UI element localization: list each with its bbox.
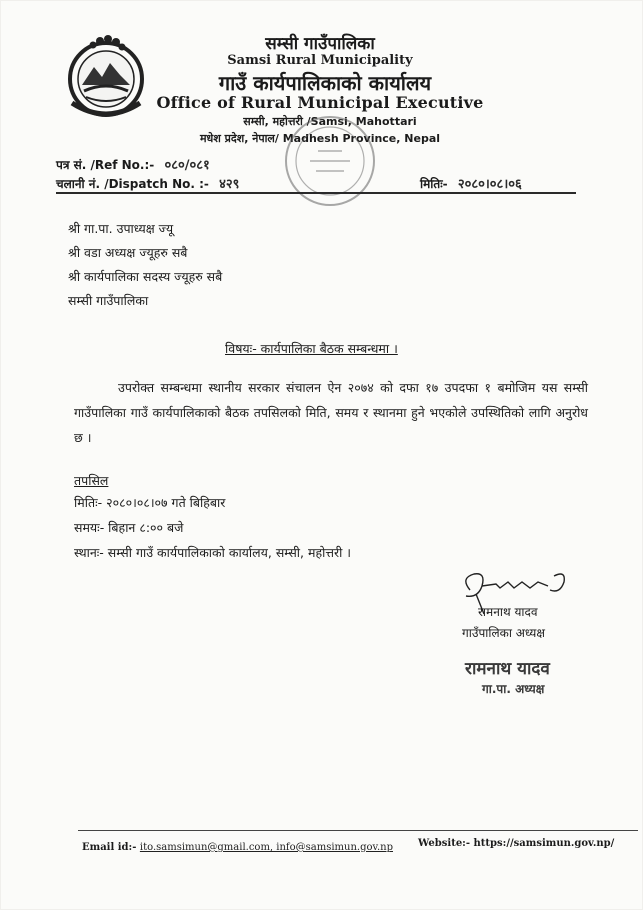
footer-divider: [78, 830, 638, 831]
recipient-line: श्री कार्यपालिका सदस्य ज्यूहरु सबै: [68, 269, 223, 284]
schedule-date: मितिः- २०८०।०८।०७ गते बिहिबार: [74, 495, 226, 510]
nepal-emblem-logo: [64, 33, 148, 121]
date-value: २०८०।०८।०६: [457, 177, 522, 192]
signatory-post: गाउँपालिका अध्यक्ष: [462, 626, 545, 640]
recipient-line: सम्सी गाउँपालिका: [68, 293, 149, 308]
footer-email: [82, 842, 393, 853]
website-label: Website:-: [418, 838, 471, 849]
office-name-english: Office of Rural Municipal Executive: [156, 93, 484, 112]
name-stamp: रामनाथ यादव: [465, 659, 550, 679]
address-line-2: मधेश प्रदेश, नेपाल/ Madhesh Province, Nepal: [199, 132, 441, 145]
body-text: उपरोक्त सम्बन्धमा स्थानीय सरकार संचालन ऐन २०७४ को दफा १७ उपदफा १ बमोजिम यस सम्सी गाउँपालिका गाउँ कार्यपालिकाको बैठक तपसिलको मिति, समय र स्थानमा हुने भएकोले उपस्थितिको लागि अनुरोध छ ।: [74, 380, 588, 445]
ref-value: ०८०/०८१: [164, 158, 210, 173]
recipient-line: श्री वडा अध्यक्ष ज्यूहरु सबै: [68, 245, 188, 260]
letter-body: [74, 375, 588, 450]
office-name-nepali: गाउँ कार्यपालिकाको कार्यालय: [218, 71, 432, 95]
subject-line: विषयः- कार्यपालिका बैठक सम्बन्धमा ।: [225, 341, 398, 356]
email-label: Email id:-: [82, 842, 137, 853]
email-link[interactable]: ito.samsimun@gmail.com, info@samsimun.gov.np: [139, 842, 393, 853]
schedule-heading: तपसिल: [74, 473, 109, 488]
letter-date: [420, 174, 522, 192]
signatory-name: रामनाथ यादव: [478, 605, 538, 619]
dispatch-label: चलानी नं. /Dispatch No. :-: [56, 177, 209, 191]
reference-number: [56, 155, 210, 173]
office-seal-stamp: [282, 113, 378, 209]
schedule-time: समयः- बिहान ८:०० बजे: [74, 520, 184, 535]
dispatch-number: [56, 174, 239, 192]
header-divider: [56, 192, 576, 194]
municipality-name-nepali: सम्सी गाउँपालिका: [265, 34, 375, 54]
website-link[interactable]: https://samsimun.gov.np/: [473, 838, 615, 849]
ref-label: पत्र सं. /Ref No.:-: [56, 158, 155, 172]
municipality-name-english: Samsi Rural Municipality: [227, 53, 413, 68]
date-label: मितिः-: [420, 177, 448, 191]
dispatch-value: ४२९: [219, 177, 240, 192]
recipient-line: श्री गा.पा. उपाध्यक्ष ज्यू: [68, 221, 174, 236]
footer-website: [418, 838, 614, 849]
post-stamp: गा.पा. अध्यक्ष: [482, 682, 545, 696]
schedule-place: स्थानः- सम्सी गाउँ कार्यपालिकाको कार्यालय, सम्सी, महोत्तरी ।: [74, 545, 352, 560]
address-line-1: सम्सी, महोत्तरी /Samsi, Mahottari: [243, 115, 417, 128]
